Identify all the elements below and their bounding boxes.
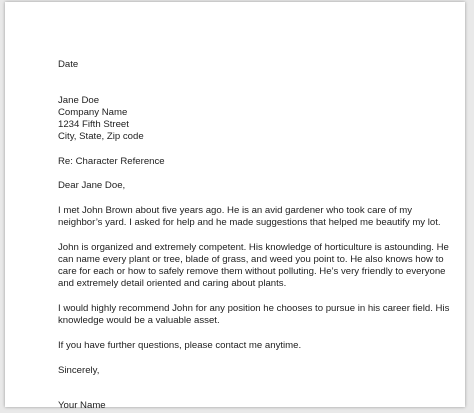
paragraph-line: care for each or how to safely remove them without polluting. He’s very friendly to everyone: [58, 265, 446, 277]
date-line: Date: [58, 59, 79, 70]
paragraph-line: John is organized and extremely competent. His knowledge of horticulture is astounding. He: [58, 242, 449, 254]
document-page: [5, 2, 465, 412]
paragraph-line: I met John Brown about five years ago. He is an avid gardener who took care of my: [58, 205, 413, 217]
recipient-city-state-zip: City, State, Zip code: [58, 130, 144, 142]
paragraph-1: [58, 205, 450, 229]
paragraph-line: knowledge would be a valuable asset.: [58, 314, 220, 326]
paragraph-line: can name every plant or tree, blade of grass, and weed you point to. He also knows how to: [58, 254, 444, 266]
paragraph-line: and extremely detail oriented and caring about plants.: [58, 277, 287, 289]
paragraph-2: [58, 242, 450, 290]
closing: Sincerely,: [58, 364, 100, 376]
signature-name: Your Name: [58, 400, 106, 412]
paragraph-3: [58, 303, 450, 327]
recipient-name: Jane Doe: [58, 94, 100, 106]
recipient-street: 1234 Fifth Street: [58, 118, 129, 130]
subject-line: Re: Character Reference: [58, 155, 165, 167]
letter-body: [58, 59, 450, 412]
recipient-address-block: [58, 95, 450, 143]
recipient-company: Company Name: [58, 106, 128, 118]
paragraph-4: [58, 340, 450, 352]
paragraph-line: I would highly recommend John for any position he chooses to pursue in his career field. His: [58, 302, 450, 314]
salutation: Dear Jane Doe,: [58, 180, 126, 192]
paragraph-line: neighbor’s yard. I asked for help and he made suggestions that helped me beautify my lot.: [58, 217, 441, 229]
paragraph-line: If you have further questions, please contact me anytime.: [58, 339, 302, 351]
